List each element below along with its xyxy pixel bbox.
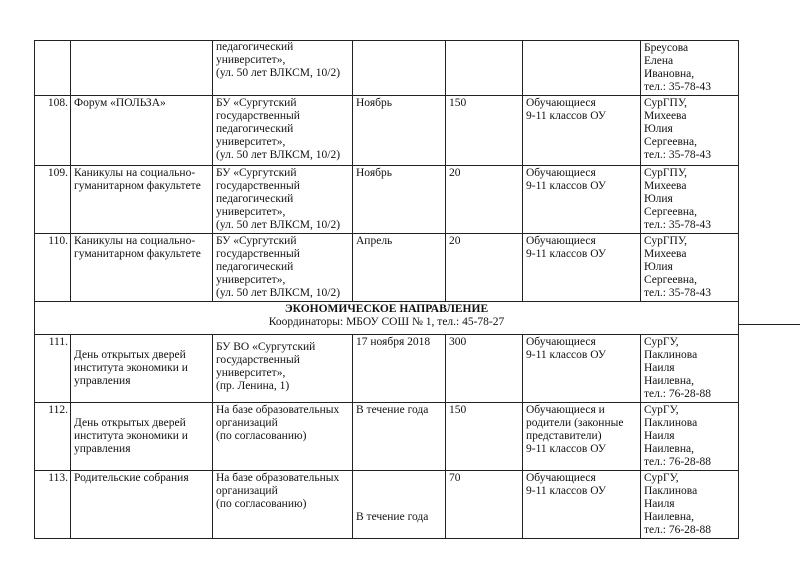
date [353,41,446,96]
table-row [35,96,739,166]
participant-count [446,41,523,96]
table-row [35,335,739,403]
section-header-row [35,302,739,335]
venue: БУ «Сургутский государственный педагогический университет», (ул. 50 лет ВЛКСМ, 10/2) [213,234,353,302]
table-border-extension [738,324,800,325]
audience: Обучающиеся 9-11 классов ОУ [523,471,641,539]
table-row [35,166,739,234]
date: Ноябрь [353,166,446,234]
row-number: 111. [35,335,71,403]
table-row [35,471,739,539]
audience: Обучающиеся 9-11 классов ОУ [523,335,641,403]
venue: БУ «Сургутский государственный педагогический университет», (ул. 50 лет ВЛКСМ, 10/2) [213,96,353,166]
section-header [35,302,739,335]
table-row [35,403,739,471]
row-number: 109. [35,166,71,234]
event-name: День открытых дверей института экономики и управления [71,335,213,403]
event-name: Каникулы на социально- гуманитарном факультете [71,234,213,302]
participant-count: 70 [446,471,523,539]
date: Ноябрь [353,96,446,166]
event-name: Родительские собрания [71,471,213,539]
audience [523,41,641,96]
row-number: 108. [35,96,71,166]
responsible: СурГПУ, Михеева Юлия Сергеевна, тел.: 35-78-43 [641,166,739,234]
date: Апрель [353,234,446,302]
venue: На базе образовательных организаций (по согласованию) [213,403,353,471]
event-name [71,41,213,96]
row-number: 110. [35,234,71,302]
responsible: СурГУ, Паклинова Наиля Наилевна, тел.: 76-28-88 [641,335,739,403]
participant-count: 150 [446,403,523,471]
participant-count: 20 [446,234,523,302]
audience: Обучающиеся 9-11 классов ОУ [523,166,641,234]
audience: Обучающиеся 9-11 классов ОУ [523,234,641,302]
responsible: Бреусова Елена Ивановна, тел.: 35-78-43 [641,41,739,96]
row-number: 113. [35,471,71,539]
venue: БУ «Сургутский государственный педагогический университет», (ул. 50 лет ВЛКСМ, 10/2) [213,166,353,234]
section-title: ЭКОНОМИЧЕСКОЕ НАПРАВЛЕНИЕ [284,303,489,315]
section-coordinators: Координаторы: МБОУ СОШ № 1, тел.: 45-78-27 [268,316,505,328]
events-table [34,40,739,539]
date: 17 ноября 2018 [353,335,446,403]
responsible: СурГУ, Паклинова Наиля Наилевна, тел.: 76-28-88 [641,471,739,539]
venue: БУ ВО «Сургутский государственный университет», (пр. Ленина, 1) [213,335,353,403]
event-name: Форум «ПОЛЬЗА» [71,96,213,166]
participant-count: 300 [446,335,523,403]
participant-count: 20 [446,166,523,234]
date: В течение года [353,403,446,471]
table-row [35,234,739,302]
responsible: СурГУ, Паклинова Наиля Наилевна, тел.: 76-28-88 [641,403,739,471]
participant-count: 150 [446,96,523,166]
event-name: День открытых дверей института экономики и управления [71,403,213,471]
audience: Обучающиеся и родители (законные представители) 9-11 классов ОУ [523,403,641,471]
date: В течение года [353,471,446,539]
audience: Обучающиеся 9-11 классов ОУ [523,96,641,166]
row-number: 112. [35,403,71,471]
table-row [35,41,739,96]
venue: педагогический университет», (ул. 50 лет ВЛКСМ, 10/2) [213,41,353,96]
event-name: Каникулы на социально- гуманитарном факультете [71,166,213,234]
venue: На базе образовательных организаций (по согласованию) [213,471,353,539]
row-number [35,41,71,96]
responsible: СурГПУ, Михеева Юлия Сергеевна, тел.: 35-78-43 [641,96,739,166]
responsible: СурГПУ, Михеева Юлия Сергеевна, тел.: 35-78-43 [641,234,739,302]
